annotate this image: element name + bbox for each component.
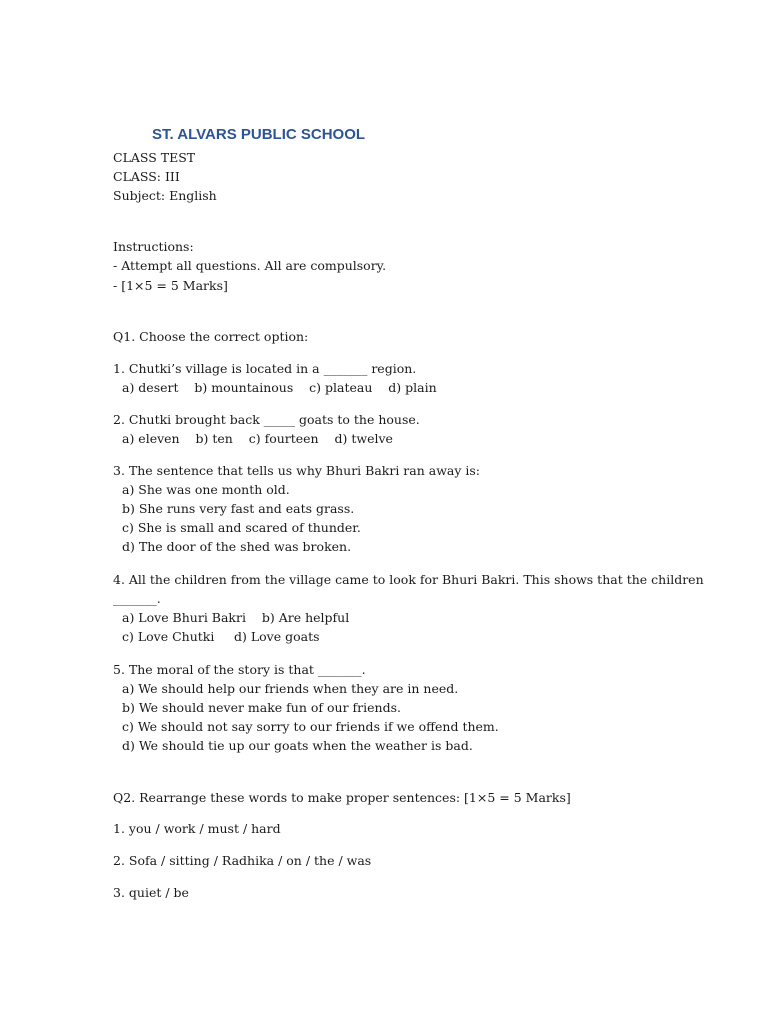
q1-item-5-option-a: a) We should help our friends when they are in need.	[122, 681, 459, 696]
test-type: CLASS TEST	[113, 150, 196, 165]
q1-heading: Q1. Choose the correct option:	[113, 329, 309, 344]
class-label: CLASS: III	[113, 169, 180, 184]
q1-item-4-question-line-1: 4. All the children from the village came to look for Bhuri Bakri. This shows that the children	[113, 572, 704, 587]
subject-label: Subject: English	[113, 188, 217, 203]
school-title: ST. ALVARS PUBLIC SCHOOL	[151, 126, 366, 143]
q2-item-3: 3. quiet / be	[113, 885, 189, 900]
q1-item-3-option-c: c) She is small and scared of thunder.	[122, 520, 361, 535]
q1-item-4-option-d: d) Love goats	[234, 629, 320, 644]
instruction-line-2: - [1×5 = 5 Marks]	[113, 278, 228, 293]
q1-item-3-option-a: a) She was one month old.	[122, 482, 290, 497]
instruction-line-1: - Attempt all questions. All are compulsory.	[113, 258, 387, 273]
q1-item-5-option-b: b) We should never make fun of our friends.	[122, 700, 401, 715]
q1-item-1-question: 1. Chutki’s village is located in a _______ region.	[113, 361, 417, 376]
q1-item-5-option-c: c) We should not say sorry to our friends if we offend them.	[122, 719, 499, 734]
q1-item-3-option-b: b) She runs very fast and eats grass.	[122, 501, 355, 516]
q1-item-3-question: 3. The sentence that tells us why Bhuri Bakri ran away is:	[113, 463, 481, 478]
q1-item-4-question-line-2: _______.	[113, 591, 161, 606]
q1-item-4-option-ab: a) Love Bhuri Bakri b) Are helpful	[122, 610, 350, 625]
q1-item-2-options: a) eleven b) ten c) fourteen d) twelve	[122, 431, 393, 446]
q2-heading: Q2. Rearrange these words to make proper sentences: [1×5 = 5 Marks]	[113, 790, 571, 805]
q1-item-3-option-d: d) The door of the shed was broken.	[122, 539, 352, 554]
q2-item-1: 1. you / work / must / hard	[113, 821, 281, 836]
q1-item-5-question: 5. The moral of the story is that _______.	[113, 662, 366, 677]
q1-item-5-option-d: d) We should tie up our goats when the weather is bad.	[122, 738, 473, 753]
instructions-heading: Instructions:	[113, 239, 194, 254]
q1-item-2-question: 2. Chutki brought back _____ goats to the house.	[113, 412, 420, 427]
q2-item-2: 2. Sofa / sitting / Radhika / on / the / was	[113, 853, 372, 868]
q1-item-1-options: a) desert b) mountainous c) plateau d) plain	[122, 380, 437, 395]
q1-item-4-option-c: c) Love Chutki	[122, 629, 215, 644]
